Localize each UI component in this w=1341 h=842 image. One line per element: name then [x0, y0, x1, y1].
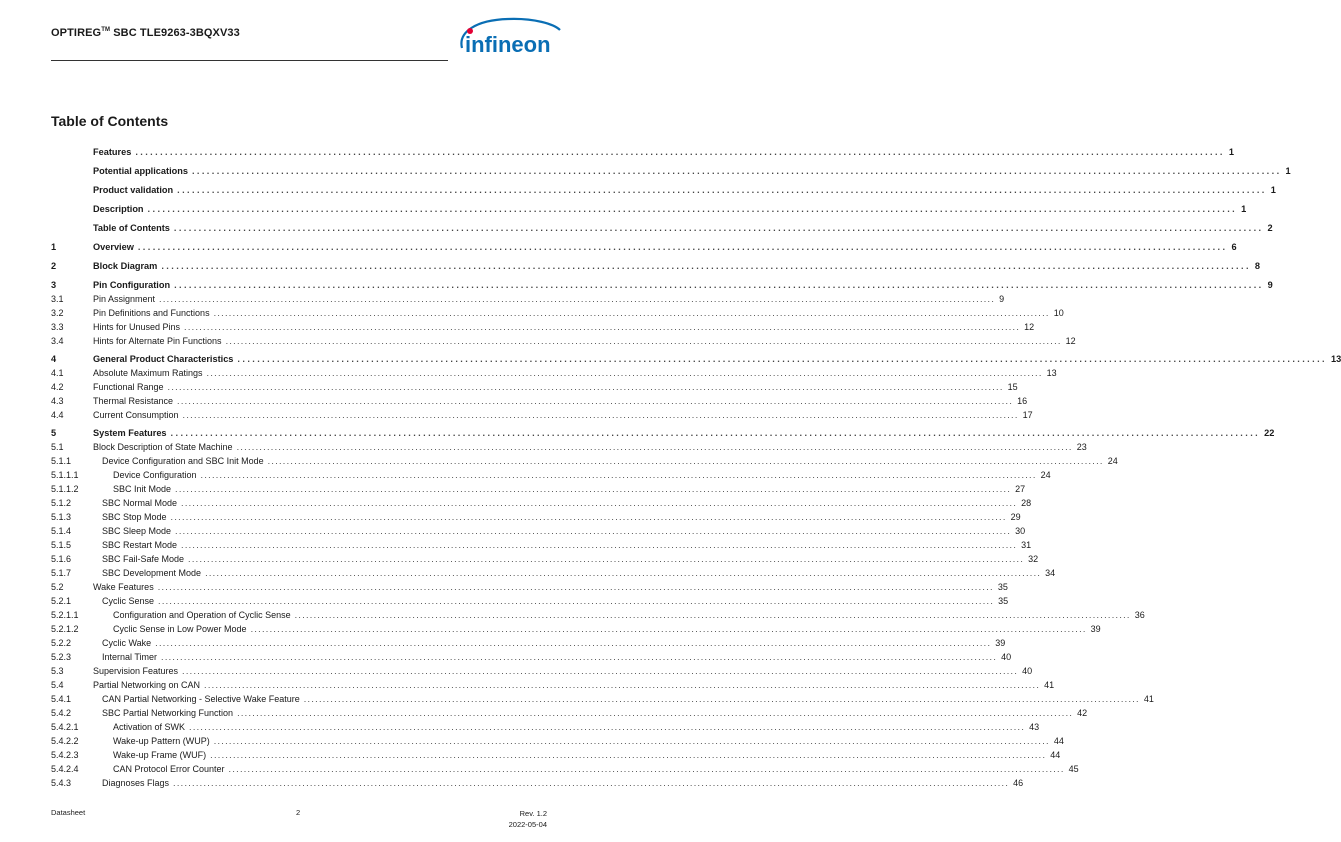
toc-entry[interactable]	[0, 622, 1101, 636]
footer-page-number: 2	[296, 808, 301, 817]
toc-leader-dots: ............................................................................................................................................................................................................................	[184, 321, 1021, 332]
toc-entry-page: 34	[1045, 567, 1056, 578]
toc-entry-title: SBC Normal Mode	[102, 497, 178, 508]
toc-entry-page: 1	[1270, 184, 1276, 195]
toc-entry-title: Pin Configuration	[93, 279, 171, 290]
toc-entry-page: 31	[1021, 539, 1032, 550]
toc-entry[interactable]	[0, 334, 1076, 348]
toc-leader-dots: ............................................................................................................................................................................................................................	[173, 222, 1264, 233]
toc-leader-dots: ............................................................................................................................................................................................................................	[213, 735, 1050, 746]
toc-entry-title: Device Configuration	[113, 469, 197, 480]
toc-entry-number: 5.2.1	[51, 595, 72, 606]
toc-entry-title: SBC Init Mode	[113, 483, 172, 494]
toc-entry-page: 6	[1231, 241, 1237, 252]
footer-rev: Rev. 1.2	[519, 809, 547, 818]
toc-leader-dots: ............................................................................................................................................................................................................................	[205, 567, 1042, 578]
toc-leader-dots: ............................................................................................................................................................................................................................	[182, 665, 1019, 676]
toc-entry-number: 5.1.5	[51, 539, 72, 550]
toc-leader-dots: ............................................................................................................................................................................................................................	[173, 777, 1010, 788]
toc-entry-number: 3.4	[51, 335, 64, 346]
toc-entry-title: Partial Networking on CAN	[93, 679, 201, 690]
toc-entry-page: 29	[1010, 511, 1021, 522]
toc-leader-dots: ............................................................................................................................................................................................................................	[267, 455, 1104, 466]
toc-entry-number: 5.1.4	[51, 525, 72, 536]
toc-entry-title: SBC Stop Mode	[102, 511, 167, 522]
toc-entry[interactable]	[0, 454, 1118, 468]
toc-entry-number: 5.1.2	[51, 497, 72, 508]
toc-entry-page: 12	[1024, 321, 1035, 332]
toc-entry-page: 10	[1053, 307, 1064, 318]
toc-entry-number: 1	[51, 241, 57, 252]
toc-entry-number: 3.2	[51, 307, 64, 318]
header-divider	[51, 60, 448, 61]
toc-entry-number: 5.4.1	[51, 693, 72, 704]
toc-leader-dots: ............................................................................................................................................................................................................................	[157, 581, 994, 592]
toc-entry-number: 5.2.1.1	[51, 609, 79, 620]
toc-entry-page: 39	[995, 637, 1006, 648]
toc-entry-title: Features	[93, 146, 132, 157]
toc-entry-title: Wake Features	[93, 581, 154, 592]
toc-entry[interactable]	[0, 482, 1026, 496]
toc-entry[interactable]	[0, 664, 1033, 678]
toc-entry-number: 5.3	[51, 665, 64, 676]
toc-entry-page: 1	[1285, 165, 1291, 176]
toc-entry[interactable]	[0, 706, 1088, 720]
toc-entry-page: 41	[1143, 693, 1154, 704]
toc-leader-dots: ............................................................................................................................................................................................................................	[170, 427, 1261, 438]
toc-entry[interactable]	[0, 164, 1291, 178]
toc-entry[interactable]	[0, 426, 1275, 440]
toc-entry-number: 5.4.3	[51, 777, 72, 788]
toc-entry[interactable]	[0, 650, 1012, 664]
toc-entry-number: 5.4	[51, 679, 64, 690]
toc-entry-title: Current Consumption	[93, 409, 179, 420]
toc-leader-dots: ............................................................................................................................................................................................................................	[161, 260, 1251, 271]
toc-entry[interactable]	[0, 608, 1145, 622]
footer-doc-type: Datasheet	[51, 808, 86, 817]
toc-entry[interactable]	[0, 394, 1028, 408]
toc-entry[interactable]	[0, 636, 1006, 650]
toc-entry-page: 35	[998, 595, 1009, 606]
toc-entry-page: 12	[1065, 335, 1076, 346]
toc-leader-dots: ............................................................................................................................................................................................................................	[188, 553, 1025, 564]
toc-entry-title: System Features	[93, 427, 167, 438]
logo-text: infineon	[465, 32, 551, 57]
toc-entry[interactable]	[0, 776, 1024, 790]
toc-entry-title: SBC Fail-Safe Mode	[102, 553, 185, 564]
toc-entry-page: 44	[1053, 735, 1064, 746]
toc-leader-dots: ............................................................................................................................................................................................................................	[200, 469, 1037, 480]
toc-entry[interactable]	[0, 408, 1033, 422]
toc-entry[interactable]	[0, 762, 1079, 776]
toc-entry[interactable]	[0, 306, 1064, 320]
toc-entry-page: 36	[1134, 609, 1145, 620]
toc-entry-page: 30	[1015, 525, 1026, 536]
toc-leader-dots: ............................................................................................................................................................................................................................	[174, 279, 1264, 290]
toc-leader-dots: ............................................................................................................................................................................................................................	[135, 146, 1225, 157]
toc-entry-title: Functional Range	[93, 381, 164, 392]
toc-leader-dots: ............................................................................................................................................................................................................................	[250, 623, 1087, 634]
toc-entry-number: 3.3	[51, 321, 64, 332]
toc-entry-title: Cyclic Sense in Low Power Mode	[113, 623, 247, 634]
toc-leader-dots: ............................................................................................................................................................................................................................	[155, 637, 992, 648]
toc-entry-title: Absolute Maximum Ratings	[93, 367, 203, 378]
toc-entry-number: 5.2.3	[51, 651, 72, 662]
toc-entry-title: Table of Contents	[93, 222, 170, 233]
toc-entry-page: 42	[1077, 707, 1088, 718]
toc-entry-page: 46	[1013, 777, 1024, 788]
toc-entry-number: 3.1	[51, 293, 64, 304]
toc-entry[interactable]	[0, 538, 1032, 552]
toc-entry-title: Pin Definitions and Functions	[93, 307, 210, 318]
toc-entry-page: 1	[1228, 146, 1235, 157]
toc-entry-page: 45	[1068, 763, 1079, 774]
toc-leader-dots: ............................................................................................................................................................................................................................	[191, 165, 1282, 176]
toc-leader-dots: ............................................................................................................................................................................................................................	[189, 721, 1026, 732]
toc-entry-title: Overview	[93, 241, 134, 252]
toc-entry-title: SBC Development Mode	[102, 567, 202, 578]
toc-leader-dots: ............................................................................................................................................................................................................................	[159, 293, 996, 304]
toc-entry-number: 4.3	[51, 395, 64, 406]
toc-leader-dots: ............................................................................................................................................................................................................................	[210, 749, 1047, 760]
toc-entry-number: 5.1.1.1	[51, 469, 79, 480]
toc-leader-dots: ............................................................................................................................................................................................................................	[237, 707, 1074, 718]
toc-leader-dots: ............................................................................................................................................................................................................................	[170, 511, 1007, 522]
toc-entry-number: 5.1.1.2	[51, 483, 79, 494]
title-suffix: SBC TLE9263-3BQXV33	[110, 27, 240, 39]
toc-leader-dots: ............................................................................................................................................................................................................................	[228, 763, 1065, 774]
footer-revision	[509, 808, 547, 830]
toc-entry[interactable]	[0, 366, 1057, 380]
toc-leader-dots: ............................................................................................................................................................................................................................	[181, 497, 1018, 508]
toc-entry-number: 4.1	[51, 367, 64, 378]
toc-entry[interactable]	[0, 510, 1021, 524]
toc-entry-number: 4	[51, 353, 57, 364]
toc-entry[interactable]	[0, 380, 1018, 394]
toc-entry[interactable]	[0, 320, 1035, 334]
toc-leader-dots: ............................................................................................................................................................................................................................	[177, 395, 1014, 406]
toc-entry-title: Description	[93, 203, 144, 214]
toc-entry-page: 32	[1028, 553, 1039, 564]
toc-leader-dots: ............................................................................................................................................................................................................................	[294, 609, 1131, 620]
toc-entry-page: 9	[1267, 279, 1273, 290]
toc-entry-page: 13	[1046, 367, 1057, 378]
toc-leader-dots: ............................................................................................................................................................................................................................	[206, 367, 1043, 378]
toc-entry-page: 9	[999, 293, 1005, 304]
toc-leader-dots: ............................................................................................................................................................................................................................	[161, 651, 998, 662]
toc-entry-title: Diagnoses Flags	[102, 777, 170, 788]
toc-entry[interactable]	[0, 292, 1005, 306]
toc-entry-number: 5.4.2.1	[51, 721, 79, 732]
toc-heading: Table of Contents	[51, 113, 169, 129]
toc-leader-dots: ............................................................................................................................................................................................................................	[236, 441, 1073, 452]
toc-entry-title: SBC Partial Networking Function	[102, 707, 234, 718]
toc-entry[interactable]	[0, 678, 1055, 692]
toc-entry[interactable]	[0, 524, 1026, 538]
toc-leader-dots: ............................................................................................................................................................................................................................	[204, 679, 1041, 690]
toc-entry-number: 4.2	[51, 381, 64, 392]
toc-entry-number: 5.4.2.4	[51, 763, 79, 774]
toc-entry-number: 5.1.1	[51, 455, 72, 466]
toc-entry-page: 8	[1254, 260, 1261, 271]
toc-entry[interactable]	[0, 440, 1087, 454]
toc-entry-number: 5.4.2.2	[51, 735, 79, 746]
document-title	[51, 27, 240, 39]
toc-entry-number: 5.1.3	[51, 511, 72, 522]
toc-leader-dots: ............................................................................................................................................................................................................................	[137, 241, 1228, 252]
toc-entry-number: 5	[51, 427, 57, 438]
toc-entry[interactable]	[0, 594, 1009, 608]
toc-entry-page: 24	[1107, 455, 1118, 466]
infineon-logo	[456, 14, 564, 64]
toc-entry-title: Wake-up Pattern (WUP)	[113, 735, 210, 746]
toc-entry-title: Potential applications	[93, 165, 188, 176]
toc-entry-title: Wake-up Frame (WUF)	[113, 749, 207, 760]
toc-entry-number: 3	[51, 279, 57, 290]
toc-leader-dots: ............................................................................................................................................................................................................................	[182, 409, 1019, 420]
toc-entry-number: 5.1	[51, 441, 64, 452]
toc-entry[interactable]	[0, 240, 1237, 254]
toc-entry-title: Pin Assignment	[93, 293, 156, 304]
trademark-mark: TM	[101, 27, 111, 33]
toc-leader-dots: ............................................................................................................................................................................................................................	[181, 539, 1018, 550]
toc-entry-page: 40	[1001, 651, 1012, 662]
toc-entry-page: 13	[1331, 353, 1341, 364]
toc-leader-dots: ............................................................................................................................................................................................................................	[177, 184, 1267, 195]
toc-entry-page: 44	[1050, 749, 1061, 760]
toc-entry-title: Cyclic Wake	[102, 637, 152, 648]
toc-entry-title: General Product Characteristics	[93, 353, 234, 364]
toc-entry-title: Device Configuration and SBC Init Mode	[102, 455, 264, 466]
toc-entry[interactable]	[0, 580, 1008, 594]
toc-entry-page: 35	[997, 581, 1008, 592]
toc-entry-number: 5.2.2	[51, 637, 72, 648]
toc-entry-number: 5.1.7	[51, 567, 72, 578]
toc-entry-title: SBC Sleep Mode	[102, 525, 172, 536]
toc-entry[interactable]	[0, 145, 1235, 159]
toc-leader-dots: ............................................................................................................................................................................................................................	[167, 381, 1004, 392]
toc-entry-page: 2	[1267, 222, 1273, 233]
title-prefix: OPTIREG	[51, 27, 102, 39]
toc-entry-page: 43	[1029, 721, 1040, 732]
toc-entry-title: Internal Timer	[102, 651, 158, 662]
toc-entry[interactable]	[0, 259, 1261, 273]
footer-date: 2022-05-04	[508, 820, 547, 829]
toc-entry[interactable]	[0, 692, 1154, 706]
toc-entry-number: 5.2.1.2	[51, 623, 79, 634]
toc-leader-dots: ............................................................................................................................................................................................................................	[213, 307, 1050, 318]
toc-entry-title: Activation of SWK	[113, 721, 186, 732]
toc-entry[interactable]	[0, 496, 1032, 510]
toc-entry-title: Block Diagram	[93, 260, 158, 271]
toc-entry-page: 15	[1007, 381, 1018, 392]
toc-entry-number: 5.4.2.3	[51, 749, 79, 760]
toc-entry-page: 24	[1040, 469, 1051, 480]
toc-entry[interactable]	[0, 202, 1247, 216]
toc-entry-page: 27	[1015, 483, 1026, 494]
toc-entry-number: 5.1.6	[51, 553, 72, 564]
toc-leader-dots: ............................................................................................................................................................................................................................	[225, 335, 1062, 346]
toc-entry[interactable]	[0, 468, 1051, 482]
toc-leader-dots: ............................................................................................................................................................................................................................	[303, 693, 1140, 704]
toc-entry-page: 40	[1022, 665, 1033, 676]
toc-entry[interactable]	[0, 183, 1276, 197]
toc-entry[interactable]	[0, 748, 1061, 762]
toc-leader-dots: ............................................................................................................................................................................................................................	[175, 483, 1012, 494]
toc-entry-title: SBC Restart Mode	[102, 539, 178, 550]
toc-entry-title: Product validation	[93, 184, 174, 195]
toc-entry-title: Configuration and Operation of Cyclic Sense	[113, 609, 291, 620]
toc-entry-page: 41	[1044, 679, 1055, 690]
toc-entry-page: 1	[1241, 203, 1247, 214]
toc-entry-number: 5.2	[51, 581, 64, 592]
toc-entry-title: Supervision Features	[93, 665, 179, 676]
toc-entry[interactable]	[0, 720, 1040, 734]
toc-entry[interactable]	[0, 734, 1064, 748]
toc-entry-number: 2	[51, 260, 57, 271]
toc-entry[interactable]	[0, 566, 1056, 580]
toc-entry[interactable]	[0, 278, 1273, 292]
toc-entry-number: 4.4	[51, 409, 64, 420]
toc-leader-dots: ............................................................................................................................................................................................................................	[237, 353, 1327, 364]
toc-leader-dots: ............................................................................................................................................................................................................................	[147, 203, 1238, 214]
toc-leader-dots: ............................................................................................................................................................................................................................	[175, 525, 1012, 536]
toc-entry-title: CAN Partial Networking - Selective Wake Feature	[102, 693, 300, 704]
toc-entry-title: Cyclic Sense	[102, 595, 155, 606]
toc-entry-title: Hints for Unused Pins	[93, 321, 181, 332]
toc-leader-dots: ............................................................................................................................................................................................................................	[158, 595, 995, 606]
toc-entry-page: 23	[1076, 441, 1087, 452]
toc-entry[interactable]	[0, 352, 1341, 366]
toc-entry-page: 16	[1017, 395, 1028, 406]
toc-entry-page: 22	[1264, 427, 1275, 438]
toc-entry-title: Hints for Alternate Pin Functions	[93, 335, 222, 346]
toc-entry-title: CAN Protocol Error Counter	[113, 763, 225, 774]
toc-entry-page: 39	[1090, 623, 1101, 634]
toc-entry[interactable]	[0, 221, 1273, 235]
toc-entry[interactable]	[0, 552, 1039, 566]
toc-entry-page: 28	[1021, 497, 1032, 508]
toc-entry-title: Thermal Resistance	[93, 395, 174, 406]
toc-entry-page: 17	[1022, 409, 1033, 420]
toc-entry-number: 5.4.2	[51, 707, 72, 718]
toc-entry-title: Block Description of State Machine	[93, 441, 233, 452]
